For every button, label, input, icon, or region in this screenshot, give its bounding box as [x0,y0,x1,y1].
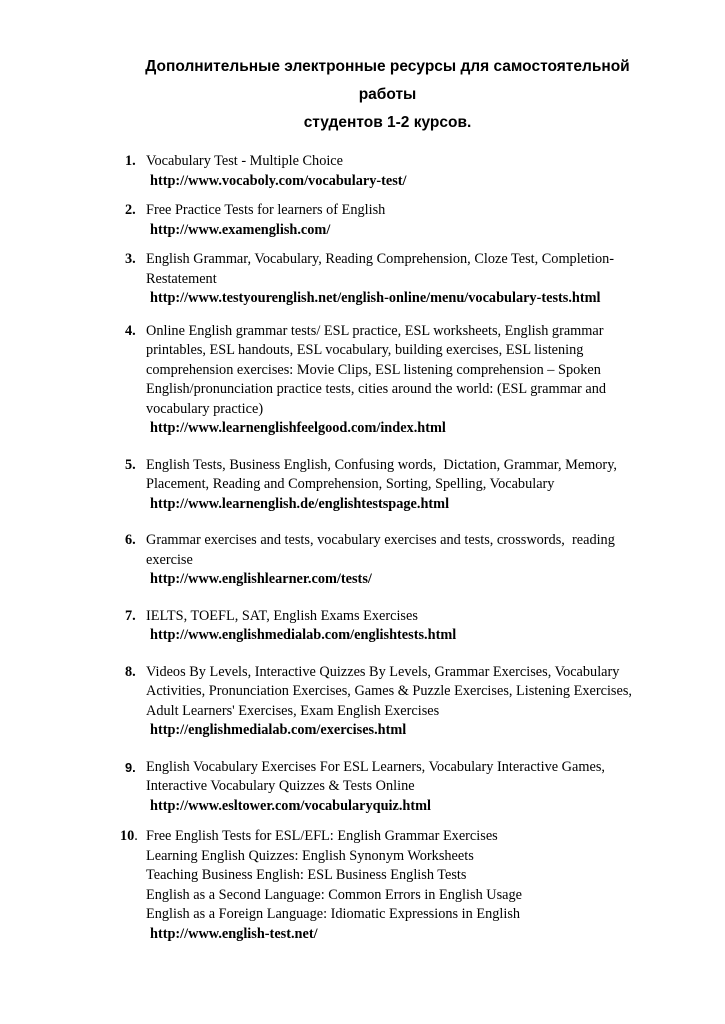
item-description-line: Adult Learners' Exercises, Exam English Exercises [146,702,440,719]
document-title [125,53,650,137]
item-content [146,607,456,646]
item-description-line: Teaching Business English: ESL Business English Tests [146,867,467,883]
item-content [146,322,606,439]
item-description-line: vocabulary practice) [146,400,264,417]
item-content [146,663,632,741]
item-description-line: Free English Tests for ESL/EFL: English Grammar Exercises [146,828,498,844]
item-url-text: http://www.vocaboly.com/vocabulary-test/ [150,172,407,189]
item-content [146,758,605,817]
item-number: 3. [125,251,136,267]
item-description-line: Videos By Levels, Interactive Quizzes By Levels, Grammar Exercises, Vocabulary [146,663,620,680]
item-url-text: http://www.learnenglishfeelgood.com/index.html [150,420,446,436]
title-line-2: студентов 1-2 курсов. [303,114,472,131]
item-description-line: English Vocabulary Exercises For ESL Learners, Vocabulary Interactive Games, [146,758,605,775]
item-description-line: Online English grammar tests/ ESL practice, ESL worksheets, English grammar [146,322,604,339]
item-description-line: English/pronunciation practice tests, cities around the world: (ESL grammar and [146,381,607,397]
item-description-line: Activities, Pronunciation Exercises, Games & Puzzle Exercises, Listening Exercises, [146,683,632,699]
item-number: 1. [125,153,136,169]
item-content [146,456,617,515]
item-url-text: http://www.examenglish.com/ [150,221,331,238]
item-content [146,531,615,590]
item-number: 4. [125,322,136,339]
item-description-line: Restatement [146,270,217,287]
item-number: 10. [120,828,138,844]
resource-item [125,456,650,515]
item-description-line: English Tests, Business English, Confusing words, Dictation, Grammar, Memory, [146,456,617,473]
item-number: 6. [125,532,136,548]
item-url-text: http://www.esltower.com/vocabularyquiz.html [150,797,432,814]
item-url-text: http://www.english-test.net/ [150,925,318,942]
item-number: 7. [125,607,136,624]
resource-item [125,531,650,590]
item-description-line: English as a Second Language: Common Errors in English Usage [146,886,523,903]
item-url-text: http://www.learnenglish.de/englishtestspage.html [150,495,450,512]
item-content [146,201,385,240]
item-content [146,827,522,944]
resource-item [125,758,650,817]
item-description-line: Vocabulary Test - Multiple Choice [146,153,344,169]
item-description-line: Placement, Reading and Comprehension, Sorting, Spelling, Vocabulary [146,476,555,492]
item-description-line: Learning English Quizzes: English Synonym Worksheets [146,847,474,864]
item-content [146,152,407,191]
item-description-line: Grammar exercises and tests, vocabulary exercises and tests, crosswords, reading [146,532,615,548]
item-url-text: http://www.englishlearner.com/tests/ [150,571,372,587]
item-description-line: printables, ESL handouts, ESL vocabulary, building exercises, ESL listening [146,342,584,358]
resource-item [125,607,650,646]
item-url-text: http://englishmedialab.com/exercises.html [150,722,407,738]
title-line-1: Дополнительные электронные ресурсы для самостоятельной работы [145,58,630,103]
item-description-line: English as a Foreign Language: Idiomatic Expressions in English [146,906,521,922]
item-number: 2. [125,202,136,218]
item-number: 8. [125,663,136,680]
item-description-line: comprehension exercises: Movie Clips, ESL listening comprehension – Spoken [146,361,601,378]
item-url-text: http://www.testyourenglish.net/english-online/menu/vocabulary-tests.html [150,290,601,306]
resource-item [125,250,650,309]
resource-item [120,827,650,944]
resource-item [125,152,650,191]
resource-item [125,663,650,741]
item-description-line: English Grammar, Vocabulary, Reading Comprehension, Cloze Test, Completion- [146,251,615,267]
item-content [146,250,614,309]
item-number: 5. [125,456,136,473]
item-number: 9. [125,759,136,775]
item-description-line: Free Practice Tests for learners of English [146,202,386,218]
item-url-text: http://www.englishmedialab.com/englishtests.html [150,627,457,643]
resource-item [125,322,650,439]
item-description-line: IELTS, TOEFL, SAT, English Exams Exercises [146,607,418,624]
resource-item [125,201,650,240]
item-description-line: Interactive Vocabulary Quizzes & Tests Online [146,778,415,794]
resource-list [120,152,650,944]
item-description-line: exercise [146,551,193,568]
